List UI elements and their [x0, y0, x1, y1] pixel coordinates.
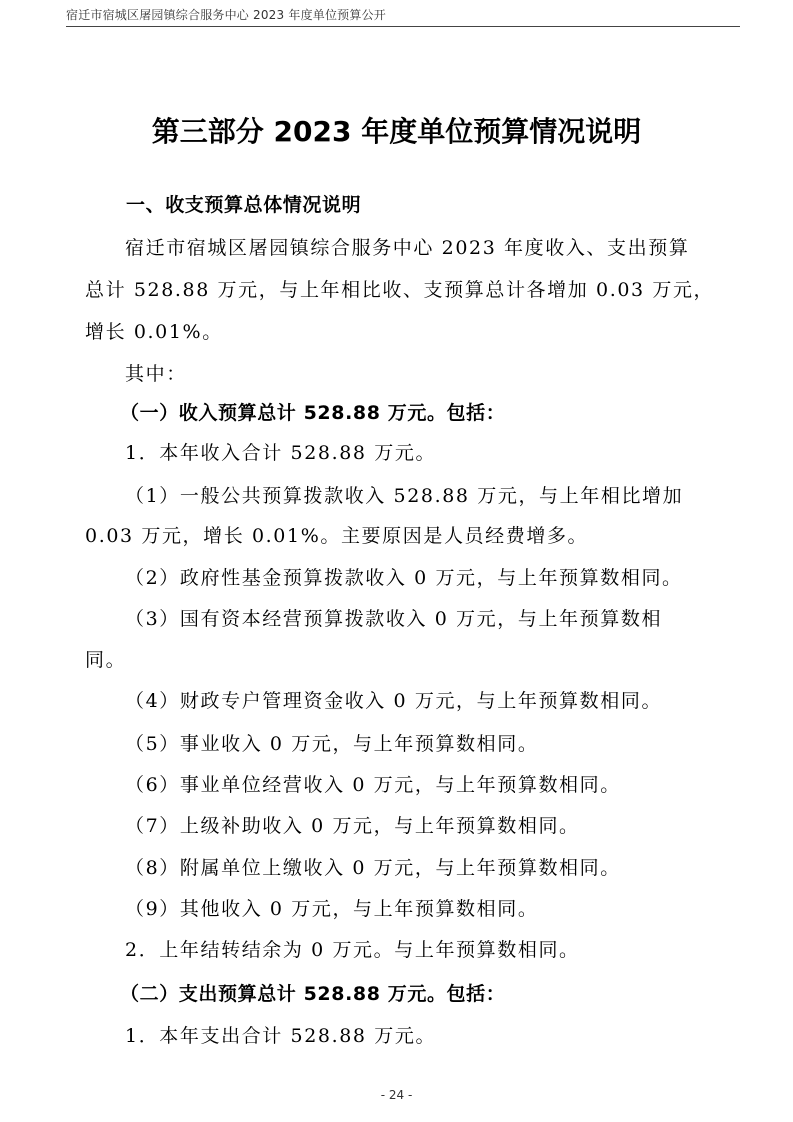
income-item-2: 2．上年结转结余为 0 万元。与上年预算数相同。	[125, 939, 580, 961]
income-sub-6: （6）事业单位经营收入 0 万元，与上年预算数相同。	[125, 774, 621, 796]
income-sub-9: （9）其他收入 0 万元，与上年预算数相同。	[125, 898, 539, 920]
income-sub-3-line-2: 同。	[85, 649, 127, 671]
income-sub-4: （4）财政专户管理资金收入 0 万元，与上年预算数相同。	[125, 690, 663, 712]
header-divider	[66, 26, 740, 27]
among-which-label: 其中：	[125, 363, 187, 385]
income-sub-3-line-1: （3）国有资本经营预算拨款收入 0 万元，与上年预算数相	[125, 608, 663, 630]
section-heading-overview: 一、收支预算总体情况说明	[126, 194, 362, 216]
overview-paragraph-line-3: 增长 0.01%。	[85, 321, 223, 343]
income-sub-1-line-2: 0.03 万元，增长 0.01%。主要原因是人员经费增多。	[85, 525, 589, 547]
income-item-1: 1．本年收入合计 528.88 万元。	[125, 442, 437, 464]
income-sub-1-line-1: （1）一般公共预算拨款收入 528.88 万元，与上年相比增加	[125, 485, 684, 507]
income-sub-8: （8）附属单位上缴收入 0 万元，与上年预算数相同。	[125, 857, 621, 879]
page-title: 第三部分 2023 年度单位预算情况说明	[151, 115, 642, 148]
income-sub-2: （2）政府性基金预算拨款收入 0 万元，与上年预算数相同。	[125, 567, 683, 589]
income-sub-7: （7）上级补助收入 0 万元，与上年预算数相同。	[125, 815, 580, 837]
income-total-heading: （一）收入预算总计 528.88 万元。包括：	[120, 402, 506, 424]
expense-item-1: 1．本年支出合计 528.88 万元。	[125, 1025, 437, 1047]
expense-total-heading: （二）支出预算总计 528.88 万元。包括：	[120, 983, 506, 1005]
overview-paragraph-line-1: 宿迁市宿城区屠园镇综合服务中心 2023 年度收入、支出预算	[125, 237, 690, 259]
page-number: - 24 -	[380, 1088, 413, 1102]
running-header: 宿迁市宿城区屠园镇综合服务中心 2023 年度单位预算公开	[66, 8, 386, 22]
income-sub-5: （5）事业收入 0 万元，与上年预算数相同。	[125, 733, 539, 755]
overview-paragraph-line-2: 总计 528.88 万元，与上年相比收、支预算总计各增加 0.03 万元，	[85, 279, 715, 301]
